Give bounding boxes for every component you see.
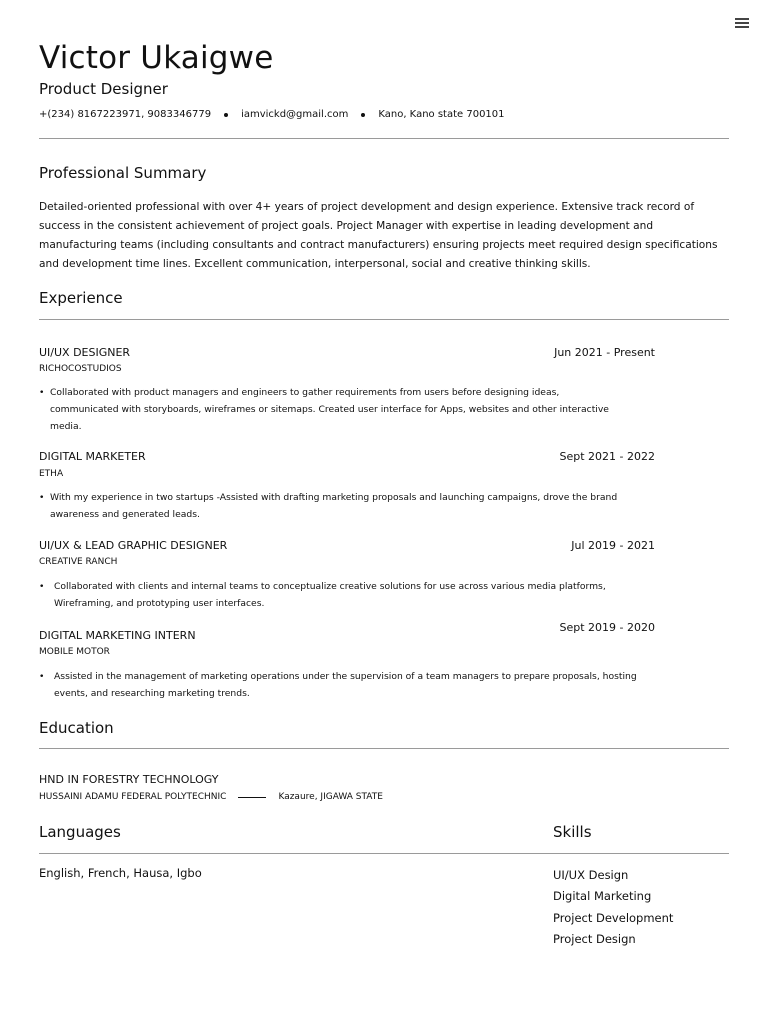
job-bullet: • With my experience in two startups -Assisted with drafting marketing proposals and launching campaigns, drove the brand awareness and generated leads.: [39, 489, 654, 523]
languages-list: English, French, Hausa, Igbo: [39, 866, 202, 880]
job-company: MOBILE MOTOR: [39, 647, 110, 657]
skill-item: Project Development: [553, 910, 674, 925]
job-company: CREATIVE RANCH: [39, 557, 118, 567]
job-title: UI/UX DESIGNER: [39, 346, 131, 359]
location: Kano, Kano state 700101: [378, 109, 505, 120]
job-title: DIGITAL MARKETER: [39, 450, 146, 463]
education-details: [39, 792, 383, 802]
experience-heading: Experience: [39, 289, 123, 307]
school-location: Kazaure, JIGAWA STATE: [278, 792, 383, 802]
candidate-role: Product Designer: [39, 80, 168, 98]
degree-title: HND IN FORESTRY TECHNOLOGY: [39, 773, 219, 786]
separator-dot-icon: [224, 113, 228, 117]
bullet-icon: •: [39, 671, 45, 682]
separator-dot-icon: [361, 113, 365, 117]
contact-line: [39, 109, 505, 120]
bullet-icon: •: [39, 387, 45, 398]
job-company: RICHOCOSTUDIOS: [39, 364, 122, 374]
email-address: iamvickd@gmail.com: [241, 109, 349, 120]
summary-heading: Professional Summary: [39, 164, 207, 182]
job-bullet: • Assisted in the management of marketing operations under the supervision of a team managers to prepare proposals, hosting events, and researching marketing trends.: [39, 668, 664, 702]
bullet-icon: •: [39, 492, 45, 503]
divider: [39, 319, 729, 320]
job-company: ETHA: [39, 469, 64, 479]
hamburger-menu-icon[interactable]: [735, 18, 749, 30]
job-title: UI/UX & LEAD GRAPHIC DESIGNER: [39, 539, 228, 552]
job-date: Sept 2019 - 2020: [559, 621, 655, 634]
divider: [39, 138, 729, 139]
candidate-name: Victor Ukaigwe: [39, 40, 274, 76]
skill-item: Digital Marketing: [553, 889, 652, 904]
job-date: Jul 2019 - 2021: [571, 539, 655, 552]
job-title: DIGITAL MARKETING INTERN: [39, 629, 196, 642]
summary-text: Detailed-oriented professional with over 4+ years of project development and design experience. Extensive track record of success in the consistent achievement of project goals. Project Manager with expertise in leading development and manufacturing teams (including consultants and contract manufacturers) ensuring projects meet required design specifications and development time lines. Excellent communication, interpersonal, social and creative thinking skills.: [39, 201, 718, 270]
job-bullet: • Collaborated with clients and internal teams to conceptualize creative solutions for use across various media platforms, Wireframing, and prototyping user interfaces.: [39, 578, 664, 612]
job-bullet: • Collaborated with product managers and engineers to gather requirements from users before designing ideas, communicated with storyboards, wireframes or sitemaps. Created user interface for Apps, websites and other interactive media.: [39, 384, 629, 435]
skill-item: UI/UX Design: [553, 868, 629, 882]
school-name: HUSSAINI ADAMU FEDERAL POLYTECHNIC: [39, 792, 227, 802]
divider: [39, 748, 729, 749]
education-heading: Education: [39, 719, 114, 737]
skills-heading: Skills: [553, 823, 592, 841]
phone-number: +(234) 8167223971, 9083346779: [39, 109, 212, 120]
divider: [39, 853, 729, 854]
skills-list: [553, 865, 673, 950]
skill-item: Project Design: [553, 931, 636, 946]
separator-dash: [238, 797, 266, 798]
bullet-icon: •: [39, 581, 45, 592]
languages-heading: Languages: [39, 823, 121, 841]
job-date: Sept 2021 - 2022: [559, 450, 655, 463]
job-date: Jun 2021 - Present: [554, 346, 655, 359]
